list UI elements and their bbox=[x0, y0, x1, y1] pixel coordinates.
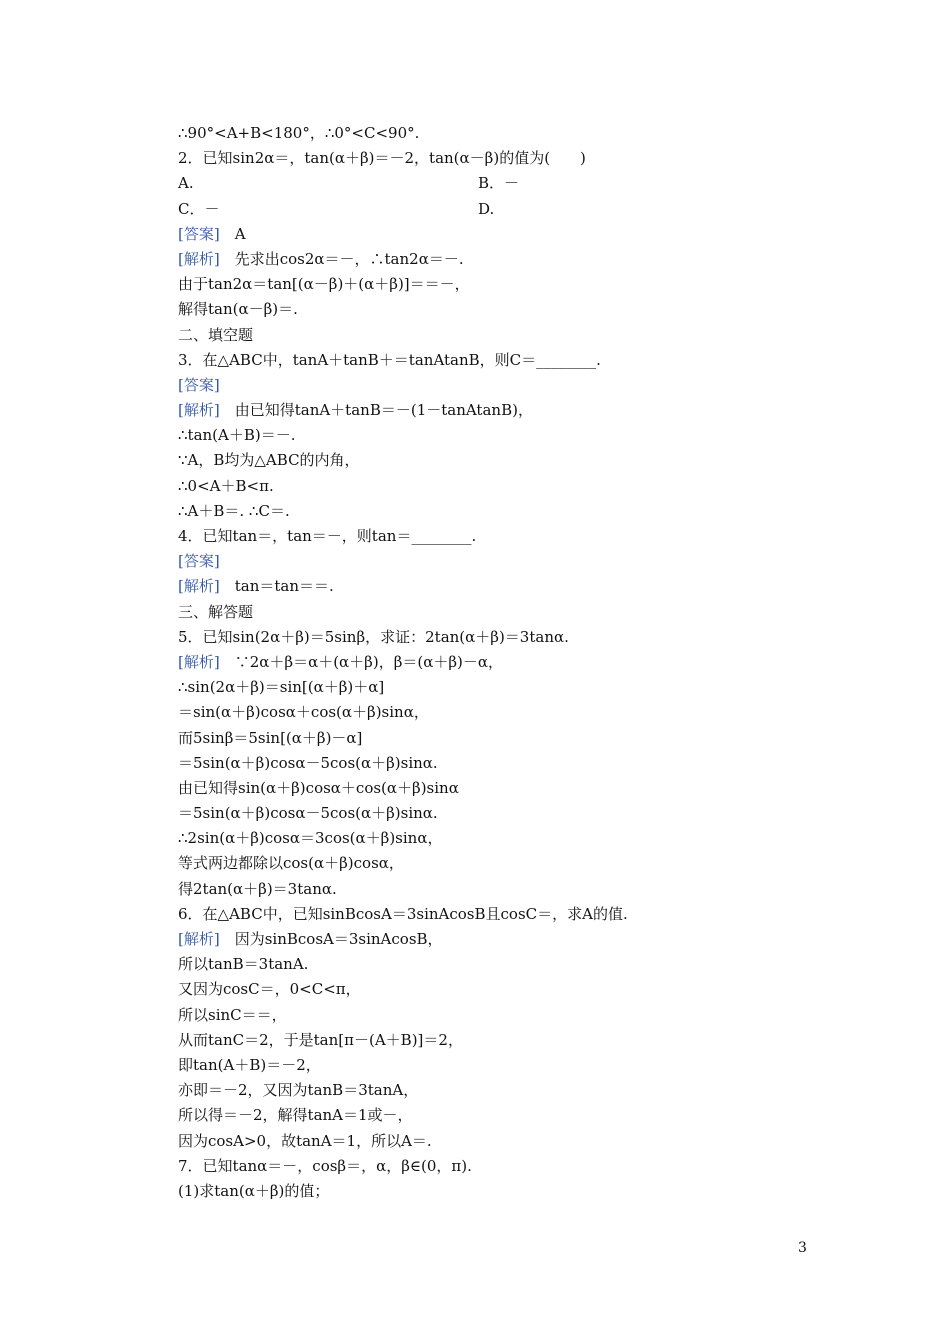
answer-tag: [答案] bbox=[178, 224, 220, 243]
line-text: 等式两边都除以cos(α＋β)cosα， bbox=[178, 854, 404, 873]
line-text: ∴A＋B＝. ∴C＝. bbox=[178, 501, 290, 520]
line-text: 解得tan(α－β)＝. bbox=[178, 300, 298, 319]
line-text: (1)求tan(α＋β)的值； bbox=[178, 1181, 330, 1200]
line-text: 2．已知sin2α＝，tan(α＋β)＝－2，tan(α－β)的值为( ) bbox=[178, 149, 586, 168]
line-text: 又因为cosC＝，0<C<π， bbox=[178, 980, 361, 999]
line-text: 从而tanC＝2，于是tan[π－(A＋B)]＝2， bbox=[178, 1030, 463, 1049]
text-line bbox=[178, 877, 818, 902]
text-line bbox=[178, 851, 818, 876]
text-line bbox=[178, 776, 818, 801]
line-text: ∵2α＋β＝α＋(α＋β)，β＝(α＋β)－α， bbox=[219, 652, 504, 671]
text-line bbox=[178, 297, 818, 322]
answer-tag: [解析] bbox=[178, 652, 220, 671]
text-line bbox=[178, 1179, 818, 1204]
line-text: ∴2sin(α＋β)cosα＝3cos(α＋β)sinα， bbox=[178, 829, 443, 848]
text-line bbox=[178, 348, 818, 373]
text-line bbox=[178, 977, 818, 1002]
choice-option: A. bbox=[178, 174, 194, 193]
text-line bbox=[178, 1154, 818, 1179]
line-text: 3．在△ABC中，tanA＋tanB＋＝tanAtanB，则C＝________. bbox=[178, 350, 601, 369]
line-text: ∴90°<A+B<180°，∴0°<C<90°. bbox=[178, 124, 420, 142]
line-text: 所以tanB＝3tanA. bbox=[178, 955, 309, 974]
line-text: ∴sin(2α＋β)＝sin[(α＋β)＋α] bbox=[178, 678, 385, 697]
line-text: A bbox=[219, 224, 246, 243]
line-text: 先求出cos2α＝－，∴tan2α＝－. bbox=[219, 249, 464, 268]
line-text: ∵A，B均为△ABC的内角， bbox=[178, 451, 360, 470]
text-line bbox=[178, 1078, 818, 1103]
line-text: ＝sin(α＋β)cosα＋cos(α＋β)sinα， bbox=[178, 703, 429, 722]
text-line bbox=[178, 474, 818, 499]
answer-tag: [解析] bbox=[178, 577, 220, 596]
text-line bbox=[178, 373, 818, 398]
text-line bbox=[178, 700, 818, 725]
line-text: 而5sinβ＝5sin[(α＋β)－α] bbox=[178, 728, 363, 747]
text-line bbox=[178, 121, 818, 146]
text-line bbox=[178, 247, 818, 272]
line-text: 由已知得tanA＋tanB＝－(1－tanAtanB)， bbox=[219, 401, 533, 420]
text-line bbox=[178, 499, 818, 524]
line-text: 因为cosA>0，故tanA＝1，所以A＝. bbox=[178, 1131, 432, 1150]
line-text: 由已知得sin(α＋β)cosα＋cos(α＋β)sinα bbox=[178, 778, 459, 797]
line-text: 6．在△ABC中，已知sinBcosA＝3sinAcosB且cosC＝，求A的值. bbox=[178, 904, 628, 923]
line-text: 得2tan(α＋β)＝3tanα. bbox=[178, 879, 337, 898]
text-line bbox=[178, 726, 818, 751]
line-text: 所以得＝－2，解得tanA＝1或－， bbox=[178, 1106, 413, 1125]
line-text: tan＝tan＝＝. bbox=[219, 577, 334, 596]
answer-tag: [解析] bbox=[178, 930, 220, 948]
answer-tag: [答案] bbox=[178, 552, 220, 571]
text-line bbox=[178, 1103, 818, 1128]
line-text: ＝5sin(α＋β)cosα－5cos(α＋β)sinα. bbox=[178, 804, 438, 823]
line-text: 三、解答题 bbox=[178, 602, 254, 621]
choice-option: C．－ bbox=[178, 199, 220, 218]
text-line bbox=[178, 675, 818, 700]
text-line bbox=[178, 902, 818, 927]
text-line bbox=[178, 801, 818, 826]
answer-tag: [解析] bbox=[178, 401, 220, 420]
line-text: 由于tan2α＝tan[(α－β)＋(α＋β)]＝＝－， bbox=[178, 275, 470, 294]
text-line bbox=[178, 423, 818, 448]
text-line bbox=[178, 524, 818, 549]
text-line bbox=[178, 1028, 818, 1053]
line-text: 二、填空题 bbox=[178, 325, 254, 344]
page-number: 3 bbox=[798, 1240, 807, 1256]
line-text: ∴0<A＋B<π. bbox=[178, 476, 274, 495]
text-line bbox=[178, 1003, 818, 1028]
text-line bbox=[178, 751, 818, 776]
line-text: 5．已知sin(2α＋β)＝5sinβ，求证：2tan(α＋β)＝3tanα. bbox=[178, 627, 569, 646]
line-text: ∴tan(A＋B)＝－. bbox=[178, 426, 296, 445]
text-line bbox=[178, 1053, 818, 1078]
text-line bbox=[178, 222, 818, 247]
text-line bbox=[178, 549, 818, 574]
line-text: 因为sinBcosA＝3sinAcosB， bbox=[219, 930, 443, 948]
answer-tag: [解析] bbox=[178, 249, 220, 268]
line-text: 所以sinC＝＝， bbox=[178, 1005, 287, 1024]
line-text: 亦即＝－2，又因为tanB＝3tanA， bbox=[178, 1081, 419, 1100]
text-line bbox=[178, 574, 818, 599]
text-line bbox=[178, 146, 818, 171]
text-line bbox=[178, 952, 818, 977]
text-line bbox=[178, 1129, 818, 1154]
line-text: 即tan(A＋B)＝－2， bbox=[178, 1055, 321, 1074]
text-line bbox=[178, 600, 818, 625]
text-line bbox=[178, 398, 818, 423]
text-line bbox=[178, 272, 818, 297]
text-line bbox=[178, 826, 818, 851]
answer-tag: [答案] bbox=[178, 375, 220, 394]
text-line bbox=[178, 323, 818, 348]
line-text: 4．已知tan＝，tan＝－，则tan＝________. bbox=[178, 527, 477, 545]
text-line bbox=[178, 448, 818, 473]
choice-option: B．－ bbox=[478, 174, 520, 193]
text-line bbox=[178, 197, 818, 222]
page-content bbox=[178, 121, 818, 1204]
choice-option: D. bbox=[478, 199, 495, 218]
text-line bbox=[178, 171, 818, 196]
line-text: 7．已知tanα＝－，cosβ＝，α，β∈(0，π). bbox=[178, 1156, 472, 1175]
text-line bbox=[178, 927, 818, 952]
line-text: ＝5sin(α＋β)cosα－5cos(α＋β)sinα. bbox=[178, 753, 438, 772]
text-line bbox=[178, 650, 818, 675]
text-line bbox=[178, 625, 818, 650]
